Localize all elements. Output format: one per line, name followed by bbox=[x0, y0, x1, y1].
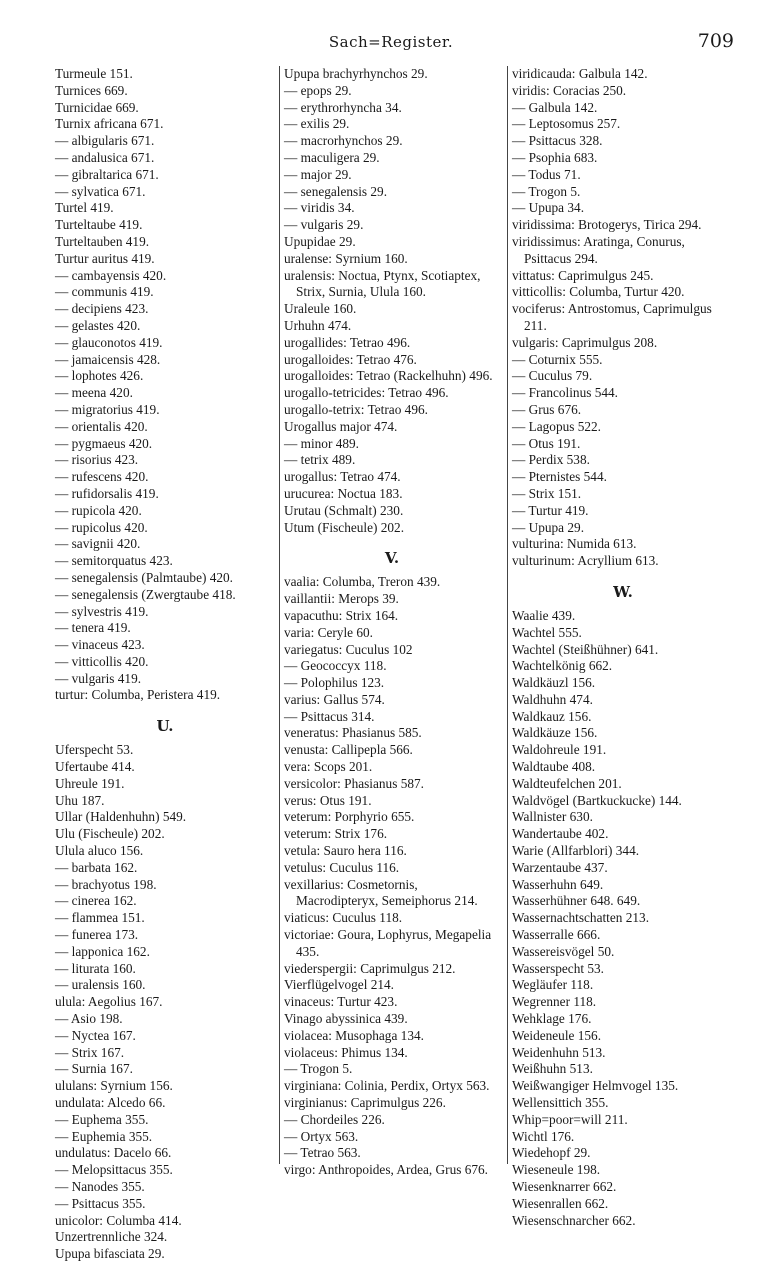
index-entry: — Polophilus 123. bbox=[284, 675, 385, 691]
index-entry: — macrorhynchos 29. bbox=[284, 133, 403, 149]
index-entry: vaillantii: Merops 39. bbox=[284, 591, 399, 607]
index-entry: — Euphemia 355. bbox=[55, 1128, 153, 1144]
index-entry: venusta: Callipepla 566. bbox=[284, 742, 413, 758]
index-entry: Vierflügelvogel 214. bbox=[284, 977, 394, 993]
index-entry: — vitticollis 420. bbox=[55, 653, 149, 669]
index-entry: — exilis 29. bbox=[284, 116, 350, 132]
index-entry: — maculigera 29. bbox=[284, 149, 380, 165]
index-entry: — major 29. bbox=[284, 166, 352, 182]
index-entry: — glauconotos 419. bbox=[55, 334, 163, 350]
index-entry: — orientalis 420. bbox=[55, 418, 148, 434]
index-entry: — Trogon 5. bbox=[512, 183, 581, 199]
index-entry: — andalusica 671. bbox=[55, 149, 155, 165]
index-entry: uralense: Syrnium 160. bbox=[284, 250, 408, 266]
index-entry: — Tetrao 563. bbox=[284, 1145, 361, 1161]
index-entry: Wassernachtschatten 213. bbox=[512, 910, 650, 926]
index-column-2 bbox=[284, 66, 500, 1180]
index-entry: Waldkäuze 156. bbox=[512, 725, 598, 741]
index-entry: Uferspecht 53. bbox=[55, 742, 134, 758]
index-entry: — Coturnix 555. bbox=[512, 351, 603, 367]
index-entry: — sylvestris 419. bbox=[55, 603, 149, 619]
index-entry: — semitorquatus 423. bbox=[55, 553, 173, 569]
index-entry: Wasserhühner 648. 649. bbox=[512, 893, 641, 909]
index-entry: Vinago abyssinica 439. bbox=[284, 1011, 408, 1027]
index-entry: Waalie 439. bbox=[512, 607, 576, 623]
index-entry: — vulgaris 29. bbox=[284, 217, 364, 233]
index-entry: Wichtl 176. bbox=[512, 1128, 575, 1144]
index-entry: victoriae: Goura, Lophyrus, Megapelia 435. bbox=[284, 927, 492, 959]
index-entry: viridissima: Brotogerys, Tirica 294. bbox=[512, 217, 702, 233]
index-entry: Wegläufer 118. bbox=[512, 977, 594, 993]
index-entry: vitticollis: Columba, Turtur 420. bbox=[512, 284, 685, 300]
entry-list bbox=[284, 574, 500, 1179]
index-entry: — Chordeiles 226. bbox=[284, 1111, 385, 1127]
index-entry: vociferus: Antrostomus, Caprimulgus 211. bbox=[512, 301, 712, 333]
page-number: 709 bbox=[697, 30, 734, 52]
index-entry: — risorius 423. bbox=[55, 452, 139, 468]
index-entry: Turnix africana 671. bbox=[55, 116, 164, 132]
index-entry: Urogallus major 474. bbox=[284, 418, 398, 434]
index-entry: viaticus: Cuculus 118. bbox=[284, 910, 403, 926]
index-entry: vexillarius: Cosmetornis, Macrodipteryx, Semeiphorus 214. bbox=[284, 876, 478, 909]
index-entry: — senegalensis (Palmtaube) 420. bbox=[55, 569, 233, 585]
entry-list bbox=[512, 608, 734, 1229]
index-entry: — senegalensis 29. bbox=[284, 183, 388, 199]
index-entry: — lapponica 162. bbox=[55, 943, 150, 959]
index-entry: undulatus: Dacelo 66. bbox=[55, 1145, 172, 1161]
index-entry: — Pternistes 544. bbox=[512, 469, 607, 485]
index-entry: Waldkäuzl 156. bbox=[512, 675, 596, 691]
index-entry: urogallus: Tetrao 474. bbox=[284, 469, 401, 485]
index-entry: turtur: Columba, Peristera 419. bbox=[55, 687, 221, 703]
index-entry: Upupa brachyrhynchos 29. bbox=[284, 66, 428, 81]
index-entry: — vinaceus 423. bbox=[55, 637, 145, 653]
index-entry: — rupicola 420. bbox=[55, 502, 142, 518]
index-entry: Weißwangiger Helmvogel 135. bbox=[512, 1078, 679, 1094]
index-entry: — Otus 191. bbox=[512, 435, 581, 451]
index-entry: urogallo-tetrix: Tetrao 496. bbox=[284, 401, 428, 417]
index-entry: Warzentaube 437. bbox=[512, 859, 608, 875]
index-entry: — migratorius 419. bbox=[55, 401, 160, 417]
index-entry: Weißhuhn 513. bbox=[512, 1061, 593, 1077]
index-entry: Wassereisvögel 50. bbox=[512, 943, 615, 959]
index-entry: Ulu (Fischeule) 202. bbox=[55, 826, 165, 842]
index-entry: Uraleule 160. bbox=[284, 301, 357, 317]
index-entry: — pygmaeus 420. bbox=[55, 435, 153, 451]
index-entry: — rufescens 420. bbox=[55, 469, 149, 485]
column-divider bbox=[279, 66, 280, 1164]
index-entry: Wachtel (Steißhühner) 641. bbox=[512, 641, 659, 657]
index-entry: vulturina: Numida 613. bbox=[512, 536, 637, 552]
index-entry: Weideneule 156. bbox=[512, 1027, 602, 1043]
index-entry: vaalia: Columba, Treron 439. bbox=[284, 574, 441, 590]
index-entry: versicolor: Phasianus 587. bbox=[284, 775, 424, 791]
index-entry: — barbata 162. bbox=[55, 859, 138, 875]
index-entry: — Leptosomus 257. bbox=[512, 116, 621, 132]
index-entry: varius: Gallus 574. bbox=[284, 691, 385, 707]
index-entry: Wellensittich 355. bbox=[512, 1095, 609, 1111]
index-entry: — Upupa 29. bbox=[512, 519, 585, 535]
index-entry: — gelastes 420. bbox=[55, 317, 141, 333]
index-entry: — epops 29. bbox=[284, 82, 352, 98]
index-entry: Waldhuhn 474. bbox=[512, 691, 593, 707]
index-entry: Wallnister 630. bbox=[512, 809, 593, 825]
index-entry: urogallo-tetricides: Tetrao 496. bbox=[284, 385, 449, 401]
index-entry: Wegrenner 118. bbox=[512, 994, 597, 1010]
index-entry: — tenera 419. bbox=[55, 620, 131, 636]
index-entry: — Psophia 683. bbox=[512, 149, 598, 165]
index-entry: — tetrix 489. bbox=[284, 452, 356, 468]
index-entry: Urutau (Schmalt) 230. bbox=[284, 502, 404, 518]
entry-list bbox=[55, 66, 275, 704]
index-entry: Wiesenschnarcher 662. bbox=[512, 1212, 636, 1228]
index-entry: Uhreule 191. bbox=[55, 775, 125, 791]
index-entry: urogallides: Tetrao 496. bbox=[284, 334, 411, 350]
index-entry: — Melopsittacus 355. bbox=[55, 1162, 173, 1178]
running-head: Sach=Register. bbox=[328, 33, 454, 51]
index-entry: verus: Otus 191. bbox=[284, 792, 372, 808]
index-entry: ulula: Aegolius 167. bbox=[55, 994, 163, 1010]
index-entry: — Perdix 538. bbox=[512, 452, 590, 468]
index-entry: urogalloides: Tetrao 476. bbox=[284, 351, 417, 367]
index-entry: — senegalensis (Zwergtaube 418. bbox=[55, 586, 236, 602]
index-entry: vetula: Sauro hera 116. bbox=[284, 843, 407, 859]
index-entry: Weidenhuhn 513. bbox=[512, 1044, 606, 1060]
index-entry: — Surnia 167. bbox=[55, 1061, 133, 1077]
index-entry: Ulula aluco 156. bbox=[55, 843, 144, 859]
index-entry: Turnices 669. bbox=[55, 82, 128, 98]
index-entry: vera: Scops 201. bbox=[284, 759, 373, 775]
index-entry: — Strix 167. bbox=[55, 1044, 125, 1060]
index-entry: — meena 420. bbox=[55, 385, 133, 401]
index-entry: Turtel 419. bbox=[55, 200, 114, 216]
index-entry: Wehklage 176. bbox=[512, 1011, 592, 1027]
index-entry: — Nanodes 355. bbox=[55, 1179, 145, 1194]
index-entry: — sylvatica 671. bbox=[55, 183, 146, 199]
index-entry: Unzertrennliche 324. bbox=[55, 1229, 168, 1245]
index-entry: veterum: Strix 176. bbox=[284, 826, 388, 842]
index-entry: — Strix 151. bbox=[512, 485, 582, 501]
index-entry: vapacuthu: Strix 164. bbox=[284, 607, 399, 623]
index-entry: Ufertaube 414. bbox=[55, 759, 135, 775]
index-entry: — cinerea 162. bbox=[55, 893, 137, 909]
index-entry: — viridis 34. bbox=[284, 200, 355, 216]
index-entry: Turtur auritus 419. bbox=[55, 250, 155, 266]
index-entry: uralensis: Noctua, Ptynx, Scotiaptex, Strix, Surnia, Ulula 160. bbox=[284, 267, 481, 300]
index-entry: Turteltaube 419. bbox=[55, 217, 143, 233]
index-entry: variegatus: Cuculus 102 bbox=[284, 641, 413, 657]
index-entry: Wandertaube 402. bbox=[512, 826, 609, 842]
section-letter-u: U. bbox=[156, 717, 174, 736]
index-entry: Turteltauben 419. bbox=[55, 233, 150, 249]
column-divider bbox=[507, 66, 508, 1164]
index-column-1 bbox=[55, 66, 275, 1262]
index-entry: Waldkauz 156. bbox=[512, 708, 592, 724]
index-column-3 bbox=[512, 66, 734, 1228]
index-entry: Waldohreule 191. bbox=[512, 742, 607, 758]
index-entry: — Psittacus 328. bbox=[512, 133, 603, 149]
index-entry: violaceus: Phimus 134. bbox=[284, 1044, 408, 1060]
index-entry: — Asio 198. bbox=[55, 1011, 123, 1027]
section-letter-w: W. bbox=[613, 582, 633, 601]
index-entry: vinaceus: Turtur 423. bbox=[284, 994, 398, 1010]
index-entry: Wiedehopf 29. bbox=[512, 1145, 591, 1161]
index-entry: virginianus: Caprimulgus 226. bbox=[284, 1095, 446, 1111]
index-entry: — decipiens 423. bbox=[55, 301, 149, 317]
index-entry: — cambayensis 420. bbox=[55, 267, 167, 283]
index-entry: vittatus: Caprimulgus 245. bbox=[512, 267, 654, 283]
entry-list bbox=[284, 66, 500, 536]
index-entry: ululans: Syrnium 156. bbox=[55, 1078, 173, 1094]
index-entry: — erythrorhyncha 34. bbox=[284, 99, 402, 115]
index-entry: — rupicolus 420. bbox=[55, 519, 148, 535]
index-entry: viederspergii: Caprimulgus 212. bbox=[284, 960, 456, 976]
index-entry: — Upupa 34. bbox=[512, 200, 585, 216]
index-entry: Turnicidae 669. bbox=[55, 99, 139, 115]
index-entry: urogalloides: Tetrao (Rackelhuhn) 496. bbox=[284, 368, 493, 384]
index-entry: unicolor: Columba 414. bbox=[55, 1212, 182, 1228]
index-entry: Whip=poor=will 211. bbox=[512, 1111, 628, 1127]
index-entry: — Psittacus 314. bbox=[284, 708, 375, 724]
index-entry: viridis: Coracias 250. bbox=[512, 82, 627, 98]
index-entry: Upupa bifasciata 29. bbox=[55, 1246, 165, 1262]
index-entry: Turmeule 151. bbox=[55, 66, 133, 81]
index-entry: Ullar (Haldenhuhn) 549. bbox=[55, 809, 187, 825]
index-entry: viridissimus: Aratinga, Conurus, Psittacus 294. bbox=[512, 233, 685, 266]
index-entry: Wasserhuhn 649. bbox=[512, 876, 604, 892]
index-entry: Wachtel 555. bbox=[512, 624, 582, 640]
index-entry: virgo: Anthropoides, Ardea, Grus 676. bbox=[284, 1162, 488, 1178]
index-entry: — jamaicensis 428. bbox=[55, 351, 161, 367]
index-entry: Waldteufelchen 201. bbox=[512, 775, 622, 791]
index-entry: — Ortyx 563. bbox=[284, 1128, 359, 1144]
index-entry: — Trogon 5. bbox=[284, 1061, 353, 1077]
index-entry: — Galbula 142. bbox=[512, 99, 598, 115]
index-entry: Wieseneule 198. bbox=[512, 1162, 601, 1178]
index-entry: virginiana: Colinia, Perdix, Ortyx 563. bbox=[284, 1078, 490, 1094]
entry-list bbox=[55, 742, 275, 1263]
index-entry: — rufidorsalis 419. bbox=[55, 485, 159, 501]
index-entry: — Nyctea 167. bbox=[55, 1027, 136, 1043]
index-entry: Waldvögel (Bartkuckucke) 144. bbox=[512, 792, 682, 808]
entry-list bbox=[512, 66, 734, 570]
index-entry: — communis 419. bbox=[55, 284, 154, 300]
index-entry: veterum: Porphyrio 655. bbox=[284, 809, 415, 825]
index-entry: Uhu 187. bbox=[55, 792, 105, 808]
index-entry: — Francolinus 544. bbox=[512, 385, 618, 401]
index-entry: viridicauda: Galbula 142. bbox=[512, 66, 648, 81]
index-entry: — albigularis 671. bbox=[55, 133, 155, 149]
index-entry: — Turtur 419. bbox=[512, 502, 589, 518]
index-entry: Wachtelkönig 662. bbox=[512, 658, 613, 674]
index-entry: Wiesenrallen 662. bbox=[512, 1195, 609, 1211]
index-entry: Wasserralle 666. bbox=[512, 927, 601, 943]
index-entry: veneratus: Phasianus 585. bbox=[284, 725, 422, 741]
index-entry: — minor 489. bbox=[284, 435, 359, 451]
index-entry: Upupidae 29. bbox=[284, 233, 356, 249]
index-entry: Wiesenknarrer 662. bbox=[512, 1179, 617, 1194]
index-entry: — uralensis 160. bbox=[55, 977, 146, 993]
index-entry: undulata: Alcedo 66. bbox=[55, 1095, 166, 1111]
page-header bbox=[0, 30, 782, 54]
index-entry: — vulgaris 419. bbox=[55, 670, 142, 686]
index-entry: — Grus 676. bbox=[512, 401, 582, 417]
index-entry: — Geococcyx 118. bbox=[284, 658, 387, 674]
index-entry: — Lagopus 522. bbox=[512, 418, 602, 434]
index-entry: — Cuculus 79. bbox=[512, 368, 593, 384]
section-letter-v: V. bbox=[384, 549, 400, 568]
index-entry: — flammea 151. bbox=[55, 910, 145, 926]
index-entry: — gibraltarica 671. bbox=[55, 166, 159, 182]
index-entry: vulgaris: Caprimulgus 208. bbox=[512, 334, 658, 350]
index-entry: — Todus 71. bbox=[512, 166, 581, 182]
index-entry: — Psittacus 355. bbox=[55, 1195, 146, 1211]
index-entry: — liturata 160. bbox=[55, 960, 136, 976]
index-entry: — funerea 173. bbox=[55, 927, 139, 943]
index-entry: vetulus: Cuculus 116. bbox=[284, 859, 400, 875]
index-entry: — Euphema 355. bbox=[55, 1111, 149, 1127]
index-entry: varia: Ceryle 60. bbox=[284, 624, 373, 640]
index-entry: — lophotes 426. bbox=[55, 368, 144, 384]
index-entry: — brachyotus 198. bbox=[55, 876, 157, 892]
index-entry: Wasserspecht 53. bbox=[512, 960, 604, 976]
index-entry: Urhuhn 474. bbox=[284, 317, 352, 333]
index-entry: Warie (Allfarblori) 344. bbox=[512, 843, 640, 859]
index-entry: — savignii 420. bbox=[55, 536, 141, 552]
index-entry: urucurea: Noctua 183. bbox=[284, 485, 403, 501]
index-entry: violacea: Musophaga 134. bbox=[284, 1027, 424, 1043]
index-entry: vulturinum: Acryllium 613. bbox=[512, 553, 659, 569]
index-entry: Utum (Fischeule) 202. bbox=[284, 519, 405, 535]
index-entry: Waldtaube 408. bbox=[512, 759, 596, 775]
